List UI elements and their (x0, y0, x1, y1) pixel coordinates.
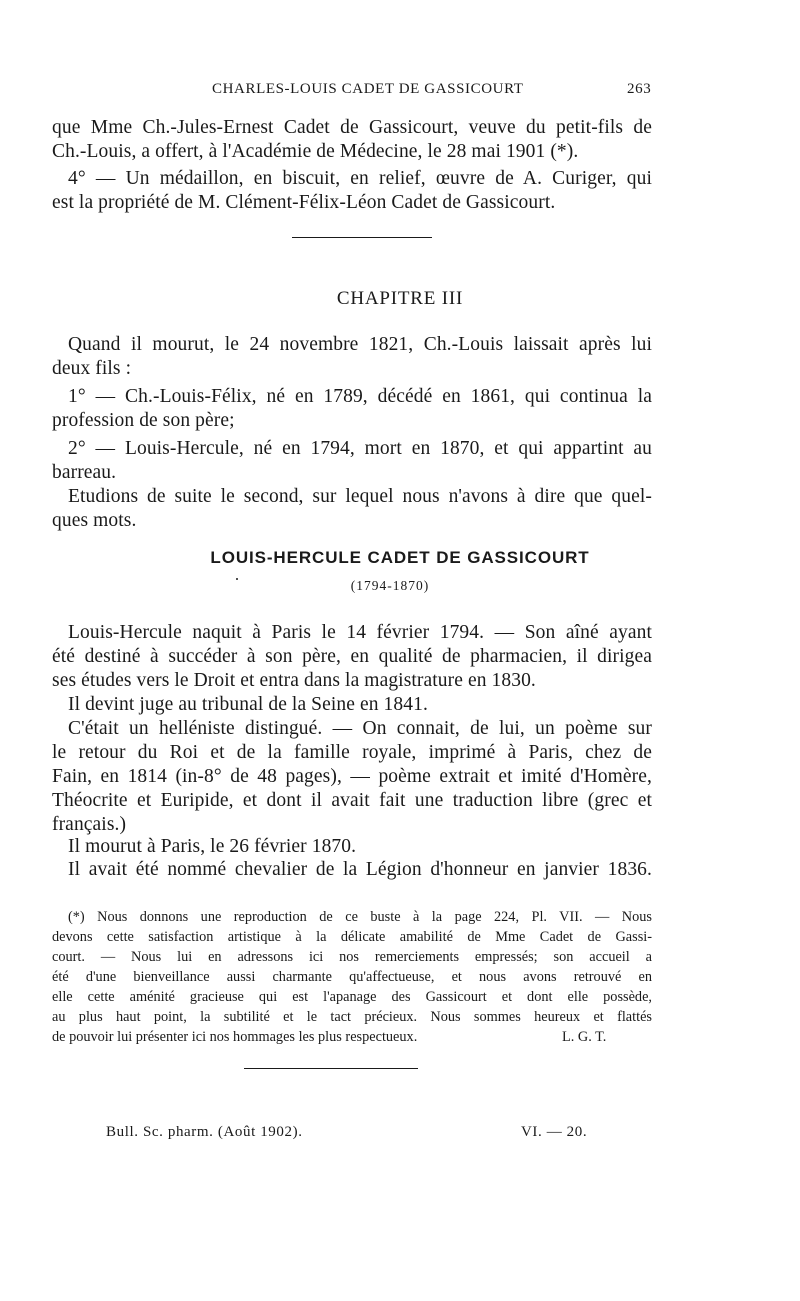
text-line: Il devint juge au tribunal de la Seine en 1841. (68, 694, 428, 715)
text-line: 1° — Ch.-Louis-Félix, né en 1789, décédé en 1861, qui continua la (68, 386, 652, 407)
text-line: que Mme Ch.-Jules-Ernest Cadet de Gassicourt, veuve du petit-fils de (52, 117, 652, 138)
footnote-line: été d'une bienveillance aussi charmante qu'affectueuse, et nous avons retrouvé en (52, 969, 652, 985)
text-line: C'était un helléniste distingué. — On connait, de lui, un poème sur (68, 718, 652, 739)
footnote-line: court. — Nous lui en adressons ici nos remerciements empressés; son accueil a (52, 949, 652, 965)
page-number: 263 (627, 81, 652, 97)
footnote-line: au plus haut point, la subtilité et le tact précieux. Nous sommes heureux et flattés (52, 1009, 652, 1025)
section-divider (292, 237, 432, 238)
text-line: Fain, en 1814 (in-8° de 48 pages), — poème extrait et imité d'Homère, (52, 766, 652, 787)
text-line: Etudions de suite le second, sur lequel nous n'avons à dire que quel- (68, 486, 652, 507)
text-line: deux fils : (52, 358, 132, 379)
text-line: 2° — Louis-Hercule, né en 1794, mort en 1870, et qui appartint au (68, 438, 652, 459)
footnote-signature: L. G. T. (562, 1029, 607, 1045)
text-line: Louis-Hercule naquit à Paris le 14 février 1794. — Son aîné ayant (68, 622, 652, 643)
footnote-line: elle cette aménité gracieuse qui est l'apanage des Gassicourt et dont elle possède, (52, 989, 652, 1005)
chapter-heading: CHAPITRE III (336, 288, 464, 309)
text-line: est la propriété de M. Clément-Félix-Léon Cadet de Gassicourt. (52, 192, 556, 213)
text-line: ses études vers le Droit et entra dans la magistrature en 1830. (52, 670, 536, 691)
journal-reference: Bull. Sc. pharm. (Août 1902). (106, 1124, 303, 1140)
text-line: Théocrite et Euripide, et dont il avait fait une traduction libre (grec et (52, 790, 652, 811)
text-line: Quand il mourut, le 24 novembre 1821, Ch.-Louis laissait après lui (68, 334, 652, 355)
footnote-line: devons cette satisfaction artistique à la délicate amabilité de Mme Cadet de Gassi- (52, 929, 652, 945)
signature-mark: VI. — 20. (521, 1124, 588, 1140)
text-line: barreau. (52, 462, 117, 483)
text-line: été destiné à succéder à son père, en qualité de pharmacien, il dirigea (52, 646, 652, 667)
text-line: 4° — Un médaillon, en biscuit, en relief, œuvre de A. Curiger, qui (68, 168, 652, 189)
section-heading: LOUIS-HERCULE CADET DE GASSICOURT (210, 548, 590, 567)
text-line: Il mourut à Paris, le 26 février 1870. (68, 836, 357, 857)
text-line: Il avait été nommé chevalier de la Légion d'honneur en janvier 1836. (68, 859, 652, 880)
text-line: le retour du Roi et de la famille royale, imprimé à Paris, chez de (52, 742, 652, 763)
text-line: profession de son père; (52, 410, 235, 431)
text-line: ques mots. (52, 510, 137, 531)
footer-divider (244, 1068, 418, 1069)
text-line: Ch.-Louis, a offert, à l'Académie de Médecine, le 28 mai 1901 (*). (52, 141, 579, 162)
footnote-line: de pouvoir lui présenter ici nos hommages les plus respectueux. (52, 1029, 418, 1045)
running-title: CHARLES-LOUIS CADET DE GASSICOURT (212, 81, 524, 97)
footnote-line: (*) Nous donnons une reproduction de ce buste à la page 224, Pl. VII. — Nous (68, 909, 652, 925)
section-dates: (1794-1870) (350, 578, 430, 593)
text-line: français.) (52, 814, 127, 835)
